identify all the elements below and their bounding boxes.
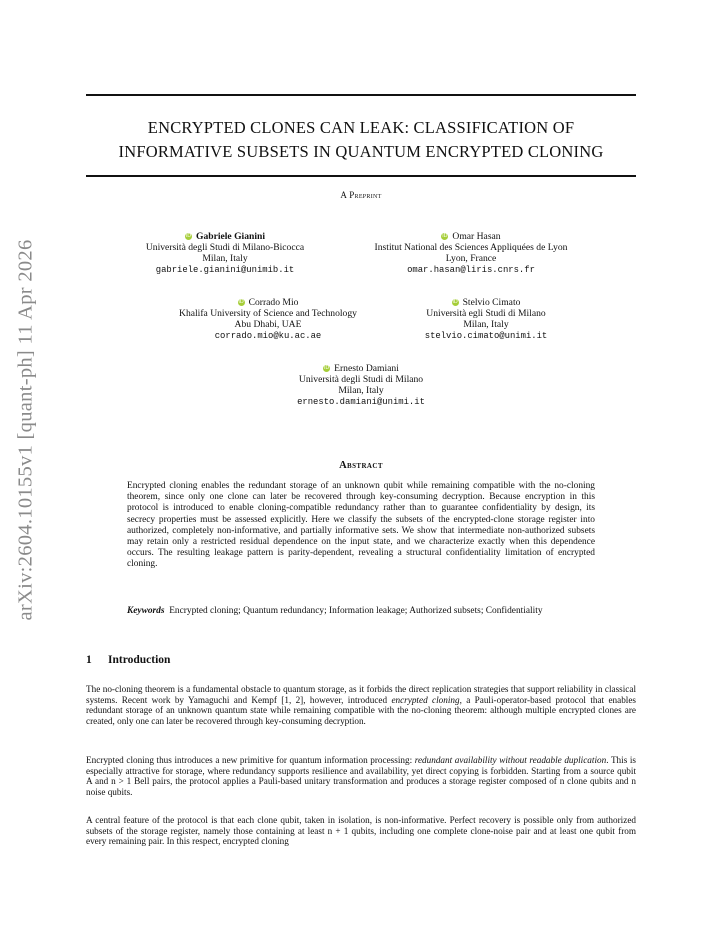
orcid-icon[interactable]: iD [185,233,192,239]
section-number: 1 [86,654,92,666]
author-name: Stelvio Cimato [462,296,521,308]
paragraph [86,815,636,847]
author-location: Milan, Italy [202,253,248,265]
title-smallcaps: UANTUM [347,142,426,161]
author-block [386,295,586,342]
orcid-icon[interactable]: iD [238,299,244,305]
paragraph-text: A central feature of the protocol is that each clone qubit, taken in isolation, is non-informative. Perfect recovery is possible only from authorized subsets of the storage register, namely those containing at least n + 1 qubits, including one complete clone-noise pair and at least one qubit from every remaining pair. In this respect, encrypted cloning [86,815,636,847]
paragraph-text: , a Pauli-operator-based protocol that enables redundant storage of an unknown quantum state while remaining compatible with the no-cloning theorem: although multiple encrypted clones are created, only one can later be recovered through key-consuming decryption. [86,694,636,726]
author-block [110,229,340,276]
title-smallcaps: LONING [539,142,604,161]
title-top-rule [86,94,636,96]
title-letter: E [425,142,436,161]
paragraph [86,755,636,797]
paragraph-text: The no-cloning theorem is a fundamental obstacle to quantum storage, as it forbids the direct replication strategies that support reliability in classical systems. Recent work by Yamaguchi and Kempf [1, 2], however, introduced [86,684,636,705]
title-line-1 [86,116,636,140]
keywords [127,606,595,617]
author-location: Milan, Italy [338,385,384,397]
author-email[interactable]: corrado.mio@ku.ac.ae [214,330,322,341]
author-location: Milan, Italy [463,319,509,331]
author-name: Ernesto Damiani [334,362,399,374]
paragraph [86,684,636,726]
author-block [261,361,461,408]
author-location: Lyon, France [445,253,497,265]
author-email[interactable]: gabriele.gianini@unimib.it [155,264,295,275]
author-affiliation: Università degli Studi di Milano [298,374,424,386]
title-letter: E [147,118,159,137]
paper-title [86,116,636,164]
preprint-label: A Preprint [340,190,382,200]
keywords-text: Encrypted cloning; Quantum redundancy; Information leakage; Authorized subsets; Confidentiality [169,606,543,616]
title-line-2 [86,140,636,164]
abstract-heading: Abstract [339,460,383,471]
paragraph-emphasis: encrypted cloning [391,694,460,705]
author-affiliation: Università egli Studi di Milano [426,308,546,320]
author-email[interactable]: stelvio.cimato@unimi.it [424,330,548,341]
author-affiliation: Università degli Studi di Milano-Bicocca [145,242,305,254]
author-affiliation: Institut National des Sciences Appliquées de Lyon [374,242,568,254]
orcid-icon[interactable]: iD [324,365,330,371]
paragraph-text: Encrypted cloning thus introduces a new primitive for quantum information processing: [86,755,415,765]
title-letter: Q [335,142,348,161]
author-affiliation: Khalifa University of Science and Technology [179,308,357,320]
author-block [340,229,602,276]
author-block [150,295,386,342]
author-location: Abu Dhabi, UAE [234,319,302,331]
author-name: Corrado Mio [248,296,299,308]
author-email[interactable]: ernesto.damiani@unimi.it [297,396,425,407]
title-letter: C [527,142,540,161]
orcid-icon[interactable]: iD [452,299,458,305]
section-title: Introduction [108,654,171,666]
keywords-label: Keywords [127,606,165,616]
orcid-icon[interactable]: iD [442,233,448,239]
title-smallcaps: NCRYPTED [435,142,528,161]
paragraph-emphasis: redundant availability without readable duplication [414,755,607,765]
abstract-text: Encrypted cloning enables the redundant storage of an unknown qubit while remaining compatible with the no-cloning theorem, since only one clone can later be recovered through key-consuming decryption. Because encryption in this protocol is introduced to enable cloning-compatible redundancy rather than to guarantee confidentiality by design, its secrecy properties must be assessed explicitly. Here we classify the subsets of the encrypted-clone storage register into authorized, completely non-informative, and partially informative sets. We show that intermediate non-authorized subsets may retain only a restricted residual dependence on the input state, and we characterize exactly when this dependence occurs. The resulting leakage pattern is parity-dependent, revealing a structural confidentiality limitation of encrypted cloning. [127,481,595,570]
author-email[interactable]: omar.hasan@liris.cnrs.fr [407,264,535,275]
title-bottom-rule [86,175,636,177]
title-letter: : C [404,118,425,137]
arxiv-identifier: arXiv:2604.10155v1 [quant-ph] 11 Apr 2026 [14,239,37,621]
title-smallcaps: NCRYPTED CLONES CAN LEAK [158,118,405,137]
author-name: Gabriele Gianini [195,230,266,242]
author-name: Omar Hasan [452,230,501,242]
section-heading [86,654,170,666]
title-smallcaps: LASSIFICATION OF [424,118,575,137]
title-smallcaps: INFORMATIVE SUBSETS IN [118,142,336,161]
paragraph-text: . This is especially attractive for storage, where redundancy supports resilience and availability, yet direct copying is forbidden. Starting from a source qubit A and n > 1 Bell pairs, the protocol applies a Pauli-based unitary transformation and produces a storage register composed of n clone qubits and n noise qubits. [86,755,637,797]
